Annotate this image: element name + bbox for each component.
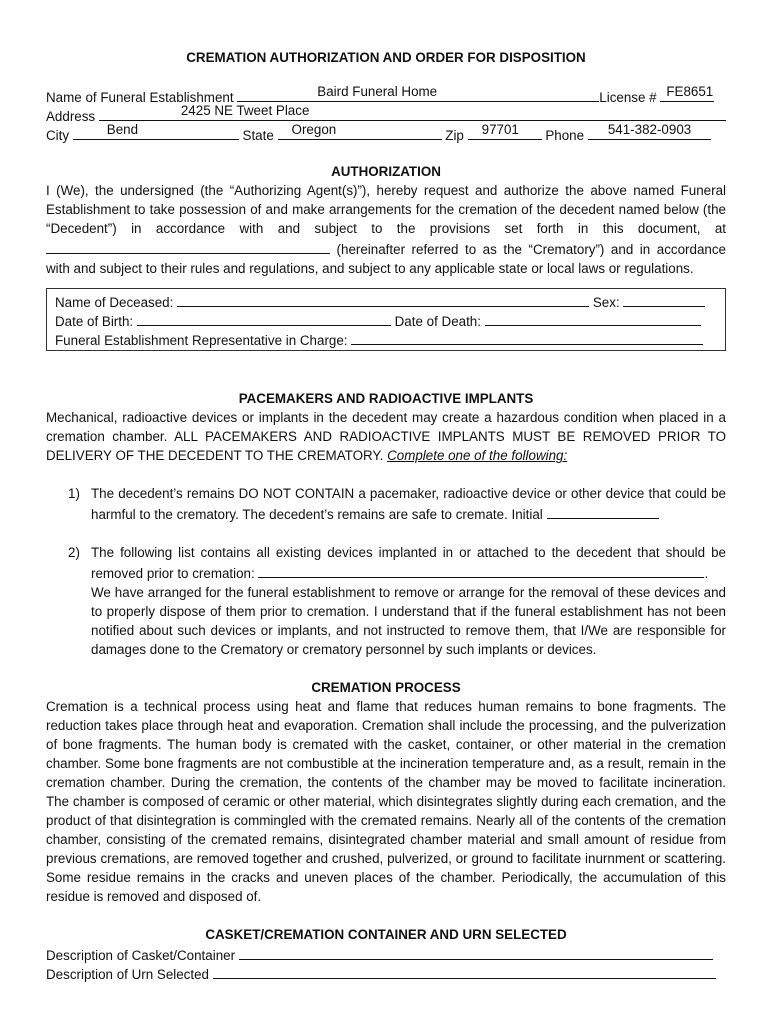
pacemakers-text: Mechanical, radioactive devices or implants in the decedent may create a hazardous condition when placed in a cremation chamber. ALL PACEMAKERS AND RADIOACTIVE IMPLANTS MUST BE REMOVED PRIOR TO DELIVERY OF THE DECEDENT TO THE CREMATORY.	[46, 410, 726, 463]
option-1-text: The decedent’s remains DO NOT CONTAIN a pacemaker, radioactive device or other device that could be harmful to the crematory. The decedent’s remains are safe to cremate. Initial	[91, 486, 726, 522]
city-row	[46, 124, 726, 143]
casket-row	[46, 944, 726, 963]
city-field[interactable]	[73, 124, 239, 140]
establishment-name-field[interactable]	[237, 86, 599, 102]
establishment-name-value: Baird Funeral Home	[317, 84, 438, 99]
process-heading: CREMATION PROCESS	[311, 680, 461, 695]
dob-label: Date of Birth:	[55, 314, 134, 329]
zip-field[interactable]	[468, 124, 542, 140]
dob-field[interactable]	[137, 310, 391, 326]
option-2-item: 2) The following list contains all existing devices implanted in or attached to the decedent that should be removed prior to cremation: . We have arranged for the funeral establishment to remove or arrange for the removal of these devices and to properly dispose of them prior to cremation. I understand that if the funeral establishment has not been notified about such devices or implants, and not instructed to remove them, that I/We are responsible for damages done to the Crematory or crematory personnel by such implants or devices.	[68, 545, 726, 657]
casket-heading: CASKET/CREMATION CONTAINER AND URN SELECTED	[205, 927, 567, 942]
address-value: 2425 NE Tweet Place	[180, 103, 310, 118]
authorization-paragraph	[46, 181, 726, 278]
document-page	[46, 44, 726, 982]
pacemakers-instruction: Complete one of the following:	[387, 448, 568, 463]
zip-value: 97701	[481, 122, 519, 137]
deceased-name-field[interactable]	[177, 291, 589, 307]
representative-label: Funeral Establishment Representative in Charge:	[55, 333, 348, 348]
state-value: Oregon	[291, 122, 337, 137]
initial-field[interactable]	[547, 503, 659, 519]
urn-field[interactable]	[213, 963, 716, 979]
sex-field[interactable]	[623, 291, 705, 307]
license-label: License #	[599, 90, 657, 105]
representative-row	[55, 329, 717, 348]
license-value: FE8651	[666, 84, 714, 99]
casket-field[interactable]	[239, 944, 713, 960]
establishment-name-label: Name of Funeral Establishment	[46, 90, 234, 105]
phone-field[interactable]	[588, 124, 711, 140]
deceased-name-label: Name of Deceased:	[55, 295, 174, 310]
authorization-text-1: I (We), the undersigned (the “Authorizing Agent(s)”), hereby request and authorize the above named Funeral Establishment to take possession of and make arrangements for the cremation of the decedent named below (the “Decedent”) in accordance with and subject to the provisions set forth in this document, at	[46, 183, 726, 236]
authorization-heading: AUTHORIZATION	[331, 164, 441, 179]
option-1-item	[46, 484, 726, 524]
deceased-row	[55, 291, 717, 310]
crematory-field[interactable]	[46, 238, 330, 254]
address-label: Address	[46, 109, 96, 124]
state-label: State	[242, 128, 274, 143]
phone-value: 541-382-0903	[607, 122, 692, 137]
casket-label: Description of Casket/Container	[46, 948, 236, 963]
establishment-row	[46, 86, 726, 105]
pacemakers-heading: PACEMAKERS AND RADIOACTIVE IMPLANTS	[238, 391, 534, 406]
option-2-continuation: We have arranged for the funeral establishment to remove or arrange for the removal of these devices and to properly dispose of them prior to cremation. I understand that if the funeral establishment has not been notified about such devices or implants, and not instructed to remove them, that I/We are responsible for damages done to the Crematory or crematory personnel by such implants or devices.	[91, 585, 726, 657]
pacemaker-options-list	[46, 484, 726, 659]
license-field[interactable]	[660, 86, 714, 102]
urn-label: Description of Urn Selected	[46, 967, 209, 982]
option-2-text: The following list contains all existing devices implanted in or attached to the decedent that should be removed prior to cremation:	[91, 545, 726, 581]
document-title: CREMATION AUTHORIZATION AND ORDER FOR DISPOSITION	[186, 50, 586, 65]
city-label: City	[46, 128, 70, 143]
option-1-number: 1)	[68, 486, 80, 501]
address-field[interactable]	[99, 105, 726, 121]
pacemakers-paragraph	[46, 408, 726, 465]
authorization-text-2: (hereinafter referred to as the “Crematory”) and in accordance with and subject to their rules and regulations, and subject to any applicable state or local laws or regulations.	[46, 242, 726, 276]
sex-label: Sex:	[592, 295, 620, 310]
zip-label: Zip	[445, 128, 464, 143]
dod-field[interactable]	[485, 310, 701, 326]
dates-row	[55, 310, 717, 329]
option-2-number: 2)	[68, 545, 80, 560]
devices-list-field[interactable]	[258, 562, 704, 578]
representative-field[interactable]	[351, 329, 703, 345]
process-paragraph: Cremation is a technical process using heat and flame that reduces human remains to bone fragments. The reduction takes place through heat and evaporation. Cremation shall include the processing, and the pulverization of bone fragments. The human body is cremated with the casket, container, or other material in the cremation chamber. Some bone fragments are not combustible at the incineration temperature and, as a result, remain in the cremation chamber. During the cremation, the contents of the chamber may be moved to facilitate incineration. The chamber is composed of ceramic or other material, which disintegrates slightly during each cremation, and the product of that disintegration is commingled with the cremated remains. Nearly all of the contents of the cremation chamber, consisting of the cremated remains, disintegrated chamber material and small amount of residue from previous cremations, are removed together and crushed, pulverized, or ground to facilitate inurnment or scattering. Some residue remains in the cracks and uneven places of the chamber. Periodically, the accumulation of this residue is removed and disposed of.	[46, 699, 726, 904]
decedent-box	[46, 288, 726, 351]
city-value: Bend	[106, 122, 139, 137]
state-field[interactable]	[278, 124, 442, 140]
dod-label: Date of Death:	[394, 314, 481, 329]
urn-row	[46, 963, 726, 982]
phone-label: Phone	[545, 128, 585, 143]
